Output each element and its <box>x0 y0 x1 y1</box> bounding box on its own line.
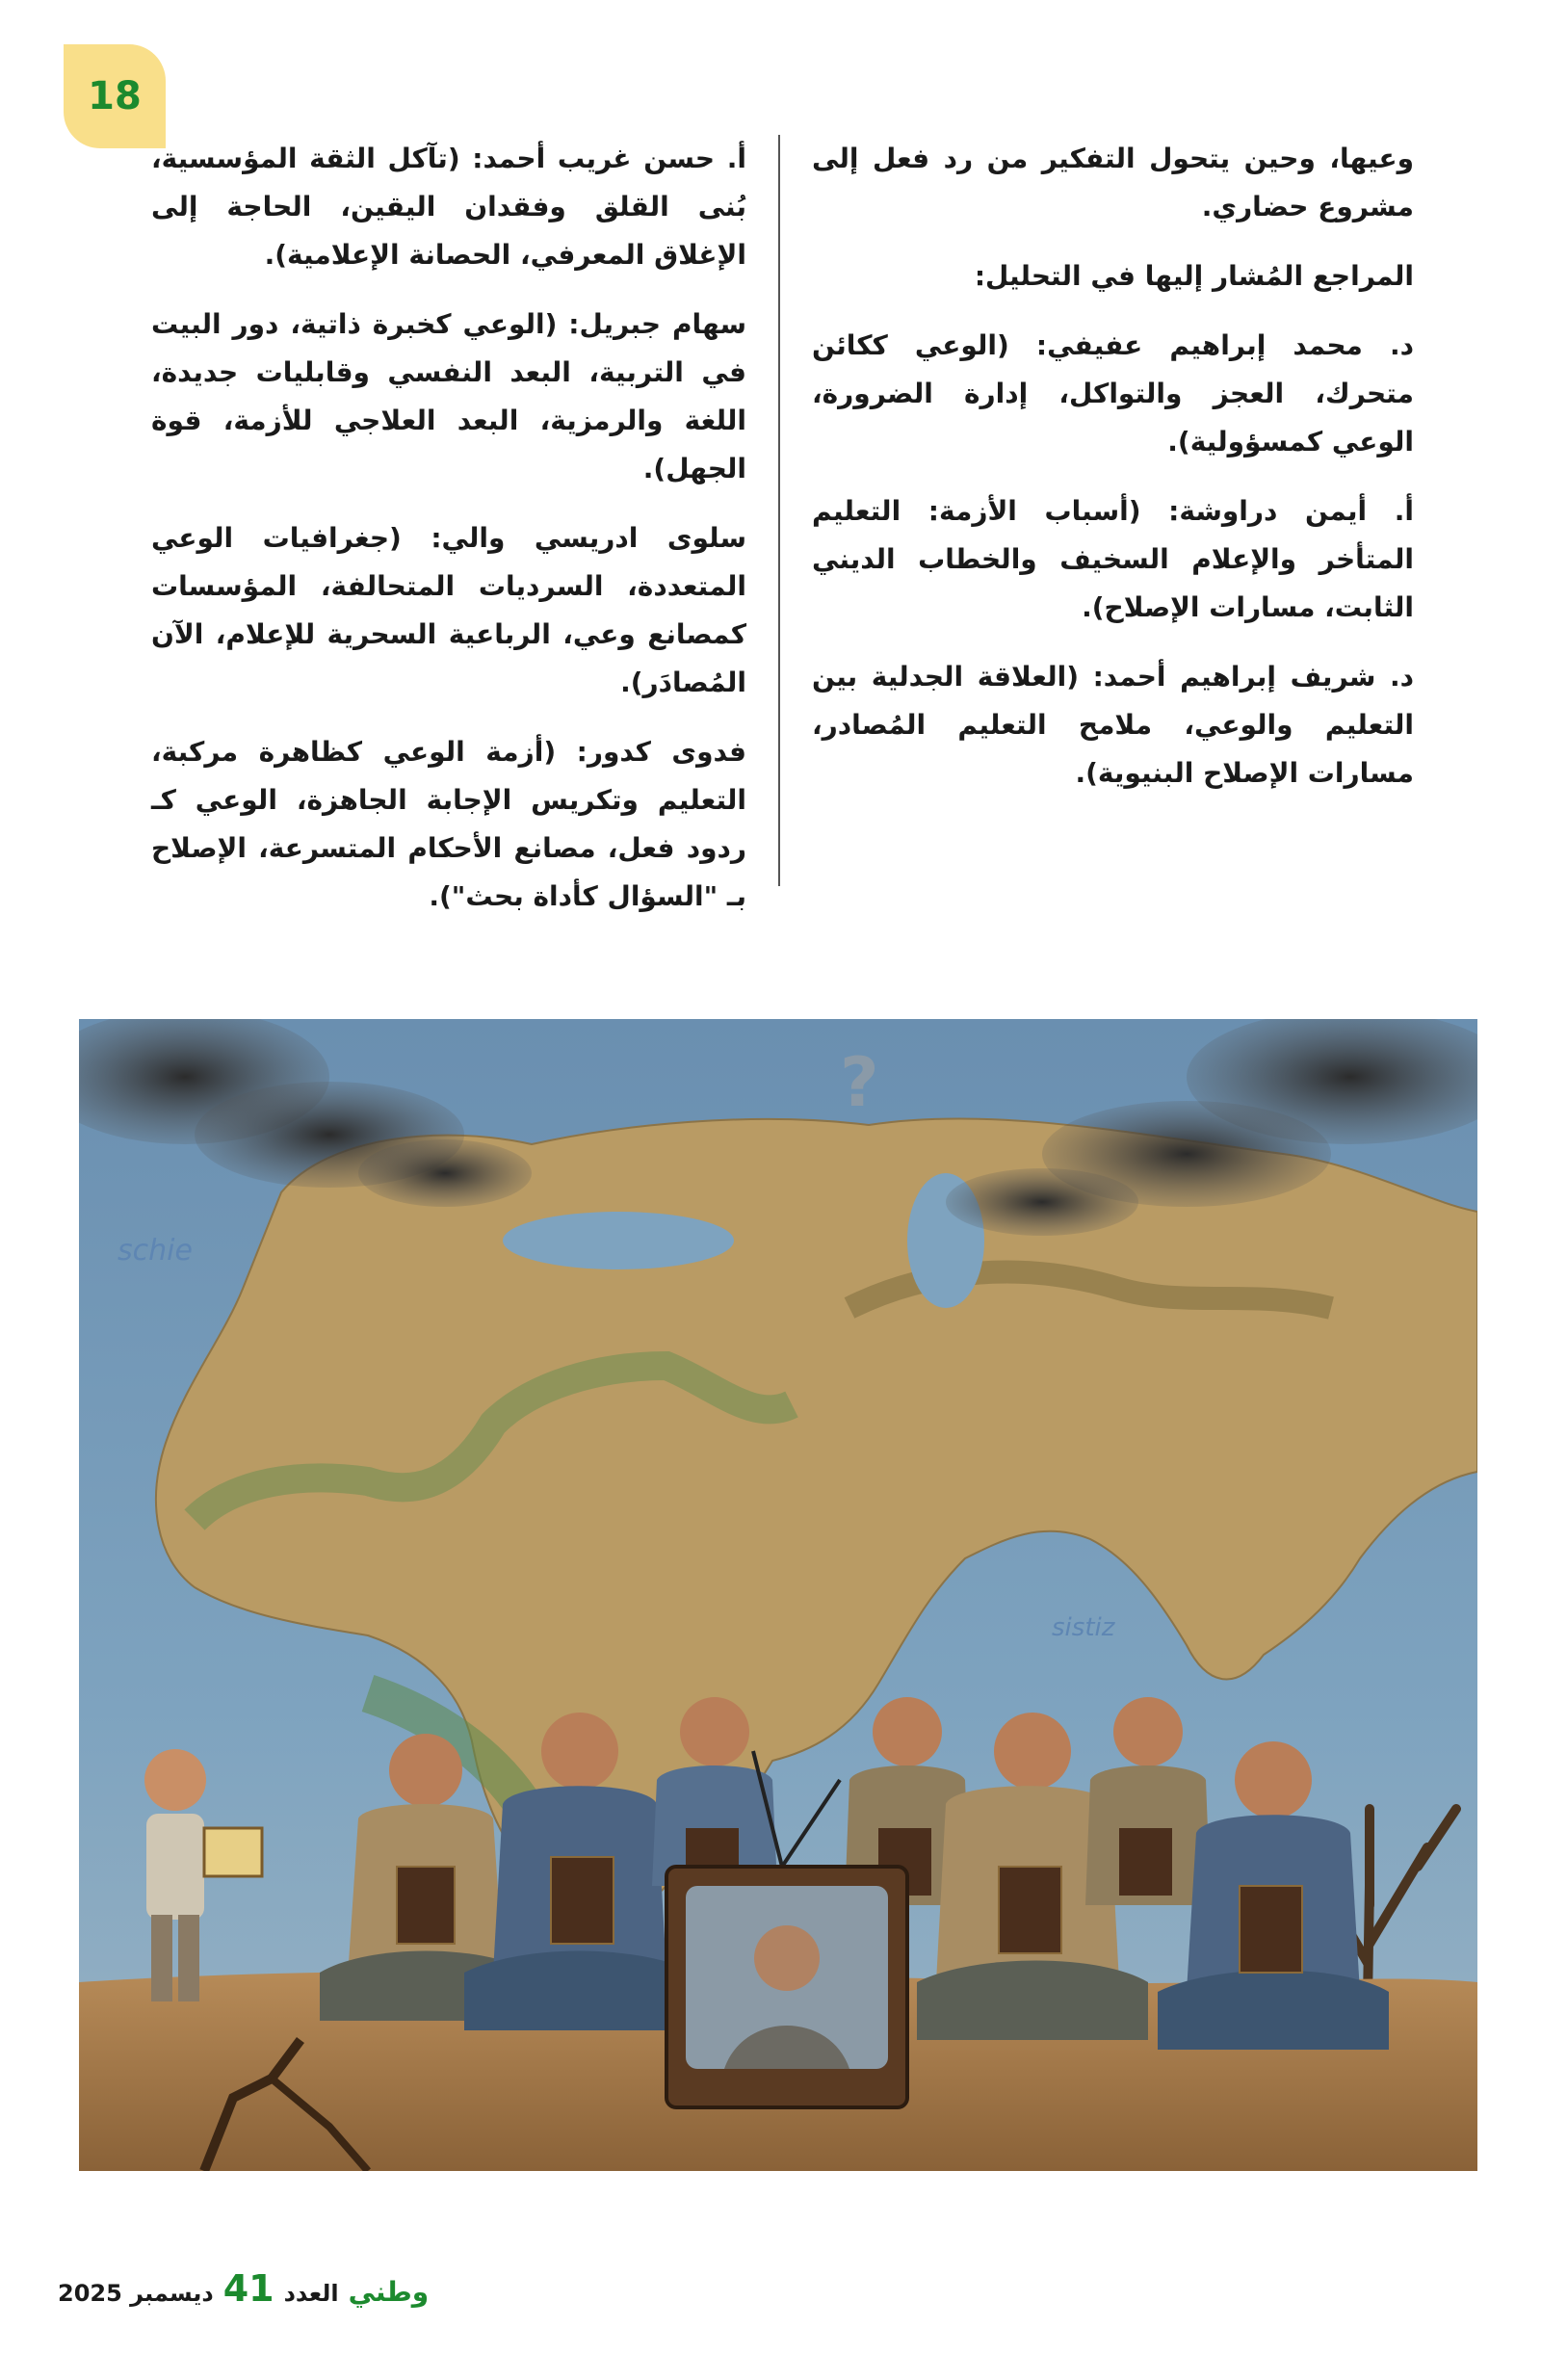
book-icon <box>204 1828 262 1876</box>
page-number-badge <box>64 44 166 148</box>
map-label: sistiz <box>1052 1613 1115 1642</box>
magazine-name: وطني <box>348 2276 430 2308</box>
page-footer <box>58 2267 429 2315</box>
book-icon <box>1240 1886 1302 1973</box>
paragraph: د. محمد إبراهيم عفيفي: (الوعي ككائن متحرك، العجز والتواكل، إدارة الضرورة، الوعي كمسؤولية). <box>812 329 1414 458</box>
book-icon <box>1119 1828 1172 1896</box>
paragraph: سلوى ادريسي والي: (جغرافيات الوعي المتعددة، السرديات المتحالفة، المؤسسات كمصانع وعي، الرباعية السحرية للإعلام، الآن المُصادَر). <box>151 522 746 698</box>
text-column-left <box>151 135 746 942</box>
issue-number: 41 <box>222 2267 274 2310</box>
issue-date: ديسمبر 2025 <box>58 2280 214 2307</box>
book-icon <box>551 1857 614 1944</box>
map-label: schie <box>118 1234 193 1268</box>
issue-word: العدد <box>283 2280 339 2307</box>
paragraph: فدوى كدور: (أزمة الوعي كظاهرة مركبة، التعليم وتكريس الإجابة الجاهزة، الوعي كـ ردود فعل، مصانع الأحكام المتسرعة، الإصلاح بـ "السؤال كأداة بحث"). <box>151 736 746 912</box>
paragraph: أ. أيمن دراوشة: (أسباب الأزمة: التعليم المتأخر والإعلام السخيف والخطاب الديني الثابت، مسارات الإصلاح). <box>812 495 1414 623</box>
question-mark: ? <box>840 1043 879 1122</box>
paragraph: د. شريف إبراهيم أحمد: (العلاقة الجدلية بين التعليم والوعي، ملامح التعليم المُصادر، مسارات الإصلاح البنيوية). <box>812 661 1414 789</box>
column-divider <box>778 135 780 886</box>
illustration-map-and-people <box>79 1019 1477 2171</box>
text-column-right <box>812 135 1414 819</box>
paragraph: وعيها، وحين يتحول التفكير من رد فعل إلى مشروع حضاري. <box>812 143 1414 222</box>
paragraph: سهام جبريل: (الوعي كخبرة ذاتية، دور البيت في التربية، البعد النفسي وقابليات جديدة، اللغة والرمزية، البعد العلاجي للأزمة، قوة الجهل). <box>151 308 746 484</box>
book-icon <box>397 1867 455 1944</box>
paragraph: أ. حسن غريب أحمد: (تآكل الثقة المؤسسية، بُنى القلق وفقدان اليقين، الحاجة إلى الإغلاق المعرفي، الحصانة الإعلامية). <box>151 143 746 271</box>
page-number: 18 <box>88 74 142 118</box>
book-icon <box>999 1867 1061 1953</box>
references-heading: المراجع المُشار إليها في التحليل: <box>974 260 1414 292</box>
